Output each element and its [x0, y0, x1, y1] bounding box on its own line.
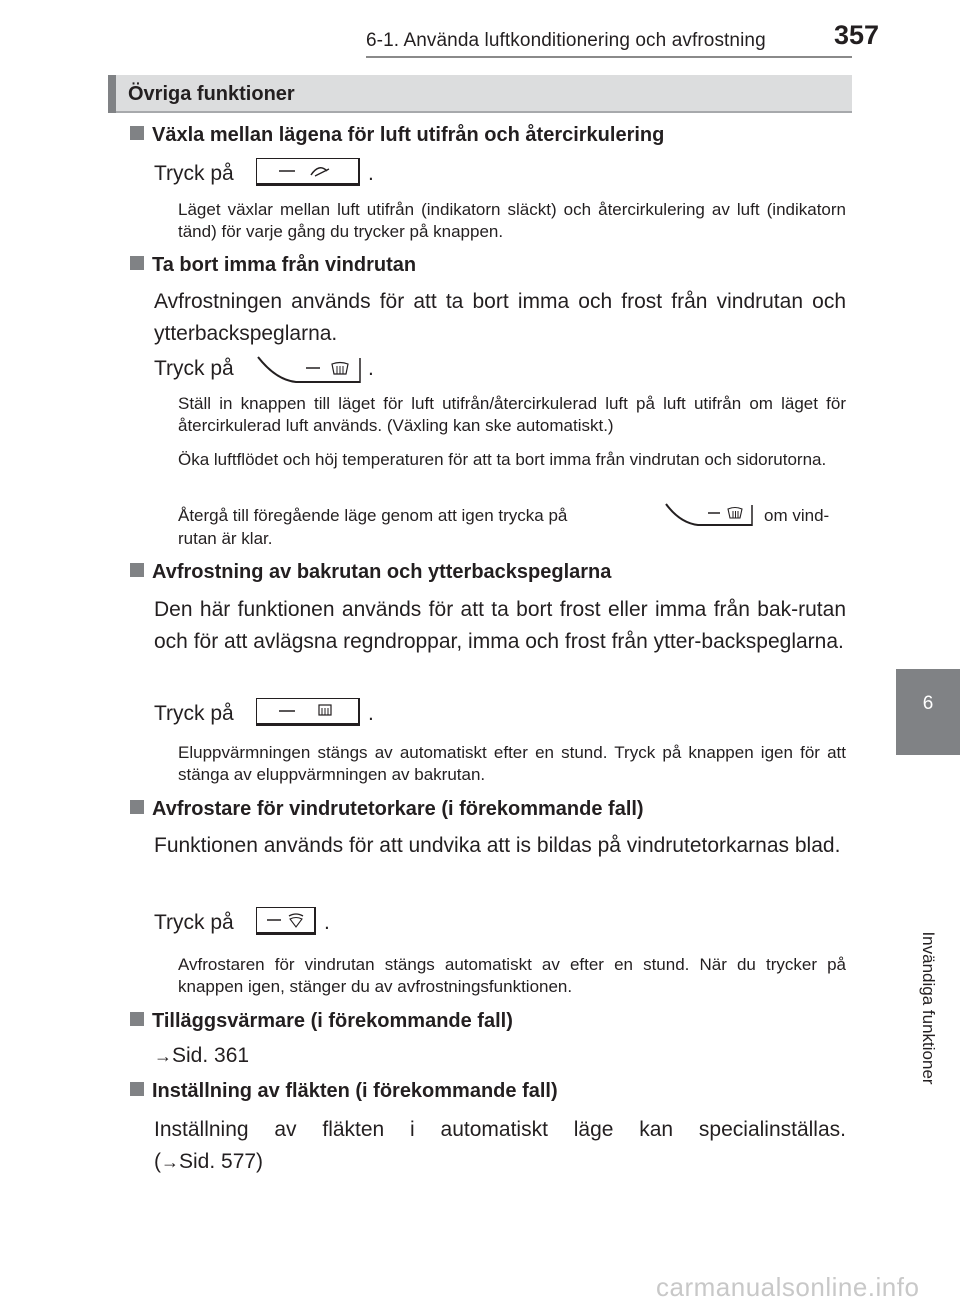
reference-fan-setting: (→Sid. 577)	[154, 1150, 264, 1173]
page-number: 357	[834, 20, 880, 50]
note-wiper-deicer: Avfrostaren för vindrutan stängs automatiskt av efter en stund. När du trycker på knappen igen, stänger du av avfrostningsfunktionen.	[178, 955, 846, 996]
bullet-square-icon	[130, 126, 144, 140]
reference-auxiliary-heater: →Sid. 361	[154, 1044, 250, 1067]
press-instruction-rear: Tryck på	[154, 702, 234, 725]
windshield-defog-button-icon-small	[664, 501, 754, 529]
section-title: Övriga funktioner	[128, 83, 295, 105]
note-windshield-2: Öka luftflödet och höj temperaturen för att ta bort imma från vindrutan och sidorutorna.	[178, 450, 827, 469]
note-windshield-3-end: om vind-	[764, 506, 830, 525]
body-rear-defrost: Den här funktionen används för att ta bort frost eller imma från bak-rutan och för att avlägsna regndroppar, imma och frost från ytter-backspeglarna.	[154, 598, 846, 653]
rear-defrost-button-icon	[256, 698, 360, 726]
bullet-square-icon	[130, 563, 144, 577]
note-rear-defrost: Eluppvärmningen stängs av automatiskt efter en stund. Tryck på knappen igen för att stänga av eluppvärmningen av bakrutan.	[178, 743, 846, 784]
bullet-square-icon	[130, 1012, 144, 1026]
press-instruction-windshield: Tryck på	[154, 357, 234, 380]
header-rule	[366, 56, 852, 58]
section-title-box	[108, 75, 852, 113]
press-instruction-wiper: Tryck på	[154, 911, 234, 934]
heading-fan-setting: Inställning av fläkten (i förekommande fall)	[130, 1080, 558, 1103]
windshield-defog-button-icon	[256, 354, 362, 382]
arrow-right-icon: →	[154, 1046, 172, 1066]
running-header-title: 6-1. Använda luftkonditionering och avfrostning	[366, 30, 766, 51]
heading-defog-windshield: Ta bort imma från vindrutan	[130, 254, 416, 277]
note-windshield-3: Återgå till föregående läge genom att igen trycka på	[178, 506, 568, 525]
watermark: carmanualsonline.info	[656, 1272, 920, 1302]
recirculation-button-icon	[256, 158, 360, 186]
note-windshield-1: Ställ in knappen till läget för luft utifrån/återcirkulerad luft på luft utifrån om läget för återcirkulerad luft används. (Växling kan ske automatiskt.)	[178, 394, 846, 435]
period-mark: .	[368, 357, 374, 380]
bullet-square-icon	[130, 256, 144, 270]
period-mark: .	[324, 911, 330, 934]
bullet-square-icon	[130, 800, 144, 814]
wiper-deicer-button-icon	[256, 907, 316, 935]
period-mark: .	[368, 162, 374, 185]
body-fan-setting: Inställning av fläkten i automatiskt läge kan specialinställas.	[154, 1118, 846, 1141]
note-recirculation: Läget växlar mellan luft utifrån (indikatorn släckt) och återcirkulering av luft (indikatorn tänd) för varje gång du trycker på knappen.	[178, 200, 846, 241]
period-mark: .	[368, 702, 374, 725]
section-title-bar	[108, 75, 116, 113]
arrow-right-icon: →	[161, 1152, 179, 1172]
body-wiper-deicer: Funktionen används för att undvika att is bildas på vindrutetorkarnas blad.	[154, 834, 841, 857]
chapter-tab: 6	[896, 669, 960, 755]
note-windshield-3-line2: rutan är klar.	[178, 529, 273, 548]
heading-air-mode: Växla mellan lägena för luft utifrån och återcirkulering	[130, 124, 664, 147]
heading-wiper-deicer: Avfrostare för vindrutetorkare (i förekommande fall)	[130, 798, 644, 821]
bullet-square-icon	[130, 1082, 144, 1096]
heading-auxiliary-heater: Tilläggsvärmare (i förekommande fall)	[130, 1010, 513, 1033]
body-defog-windshield: Avfrostningen används för att ta bort imma och frost från vindrutan och ytterbackspeglarna.	[154, 290, 846, 345]
heading-rear-defrost: Avfrostning av bakrutan och ytterbackspeglarna	[130, 561, 611, 584]
press-instruction-recirculation: Tryck på	[154, 162, 234, 185]
